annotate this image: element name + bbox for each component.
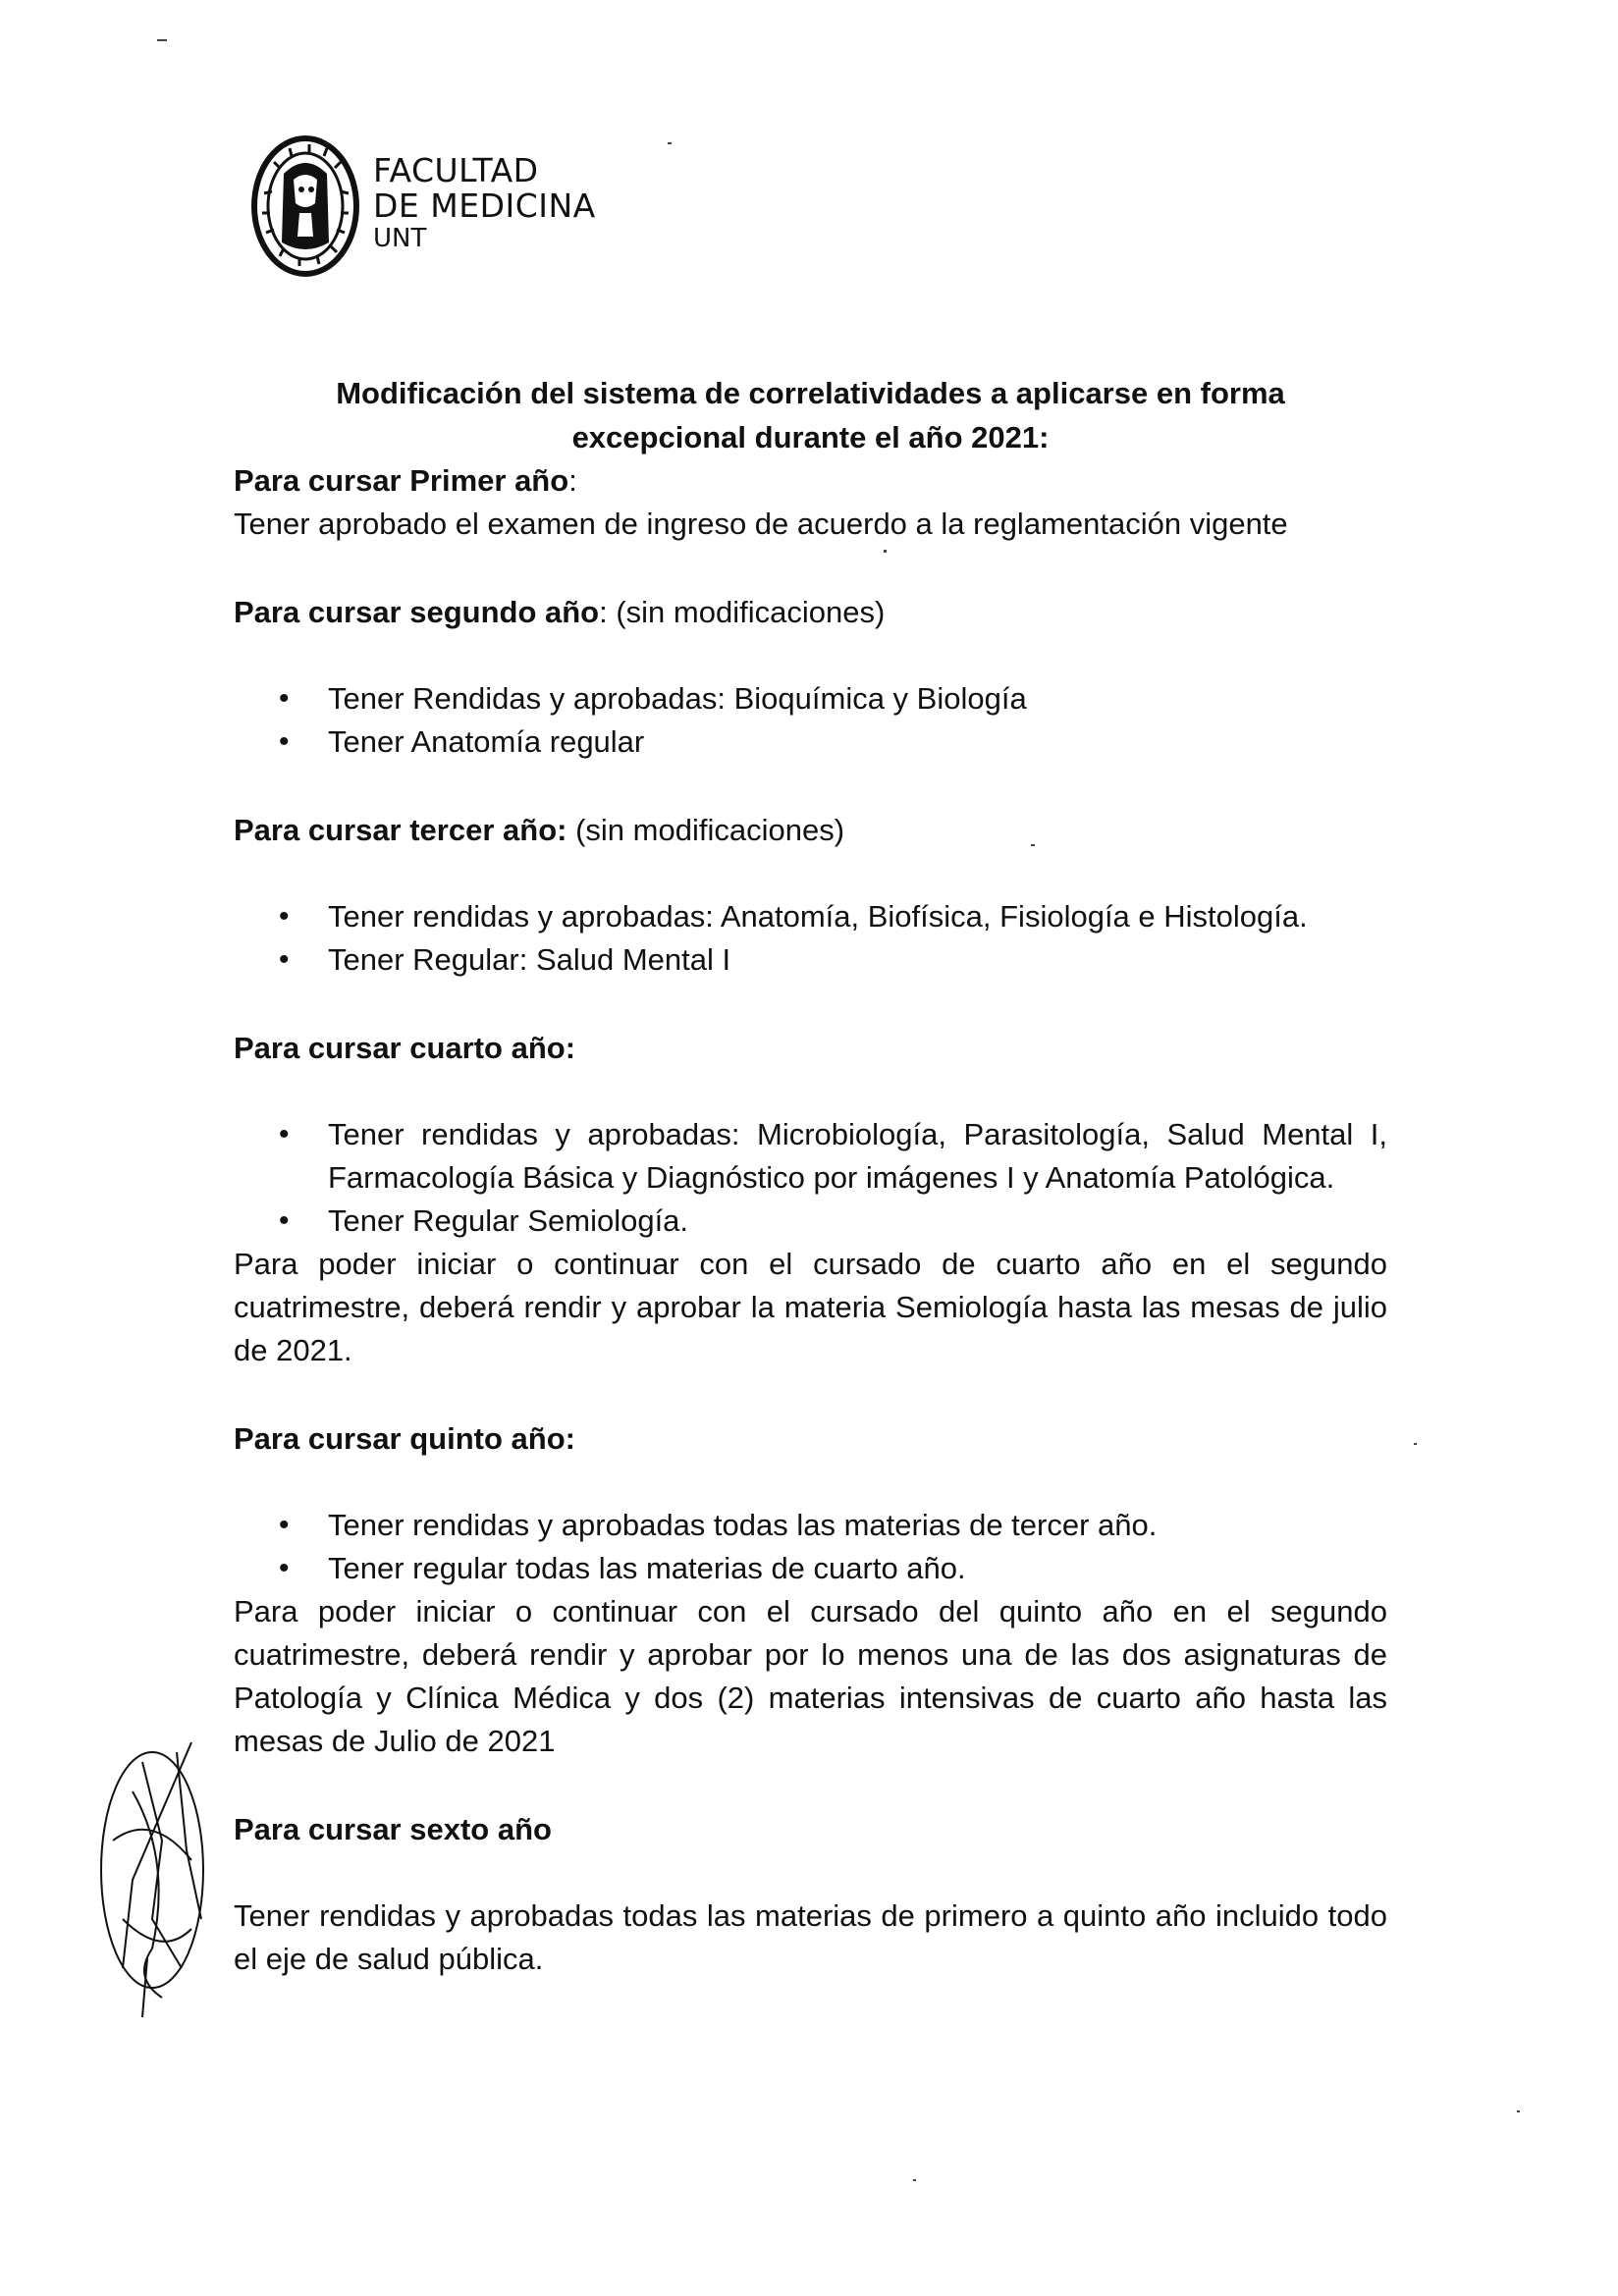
- list-item: • Tener regular todas las materias de cuarto año.: [328, 1547, 1387, 1590]
- faculty-seal-logo: [250, 134, 360, 278]
- section-heading-primer: Para cursar Primer año:: [234, 463, 577, 498]
- section-paragraph-quinto: Para poder iniciar o continuar con el cursado del quinto año en el segundo cuatrimestre, deberá rendir y aprobar por lo menos una de las dos asignaturas de Patología y Clínica Médica y dos (2) materias intensivas de cuarto año hasta las mesas de Julio de 2021: [234, 1594, 1387, 1758]
- institution-line-1: FACULTAD: [373, 151, 539, 189]
- list-item: • Tener Regular: Salud Mental I: [328, 938, 1387, 982]
- list-item: • Tener rendidas y aprobadas: Anatomía, Biofísica, Fisiología e Histología.: [328, 895, 1387, 938]
- institution-line-3: UNT: [373, 224, 427, 253]
- document-body: [234, 371, 1387, 1981]
- scan-speck: [157, 39, 167, 41]
- section-paragraph-primer: Tener aprobado el examen de ingreso de acuerdo a la reglamentación vigente: [234, 507, 1288, 541]
- section-paragraph-cuarto: Para poder iniciar o continuar con el cursado de cuarto año en el segundo cuatrimestre, deberá rendir y aprobar la materia Semiología hasta las mesas de julio de 2021.: [234, 1247, 1387, 1367]
- section-heading-quinto: Para cursar quinto año:: [234, 1421, 575, 1456]
- section-paragraph-sexto: Tener rendidas y aprobadas todas las materias de primero a quinto año incluido todo el eje de salud pública.: [234, 1898, 1387, 1976]
- scan-speck: [1031, 844, 1035, 846]
- section-heading-cuarto: Para cursar cuarto año:: [234, 1031, 576, 1065]
- list-item: • Tener Regular Semiología.: [328, 1200, 1387, 1243]
- section-heading-tercer: Para cursar tercer año: (sin modificaciones): [234, 813, 845, 847]
- bullet-list-cuarto: [234, 1113, 1387, 1243]
- institution-line-2: DE MEDICINA: [373, 187, 596, 225]
- list-item: • Tener Anatomía regular: [328, 721, 1387, 764]
- section-heading-sexto: Para cursar sexto año: [234, 1812, 552, 1846]
- scan-speck: [1414, 1443, 1417, 1445]
- bullet-list-segundo: [234, 677, 1387, 764]
- document-title-line-2: excepcional durante el año 2021:: [571, 420, 1050, 454]
- document-title-line-1: Modificación del sistema de correlatividades a aplicarse en forma: [336, 376, 1285, 410]
- scan-speck: [913, 2179, 916, 2181]
- scan-speck: [668, 142, 672, 144]
- scan-speck: [884, 550, 887, 553]
- bullet-list-tercer: [234, 895, 1387, 982]
- list-item: • Tener rendidas y aprobadas todas las materias de tercer año.: [328, 1504, 1387, 1547]
- institution-name: [373, 153, 596, 253]
- scan-speck: [1517, 2110, 1520, 2112]
- list-item: • Tener Rendidas y aprobadas: Bioquímica y Biología: [328, 677, 1387, 721]
- section-heading-segundo: Para cursar segundo año: (sin modificaciones): [234, 595, 886, 629]
- handwritten-signature-icon: [93, 1723, 241, 2017]
- bullet-list-quinto: [234, 1504, 1387, 1590]
- list-item: • Tener rendidas y aprobadas: Microbiología, Parasitología, Salud Mental I, Farmacología Básica y Diagnóstico por imágenes I y Anatomía Patológica.: [328, 1113, 1387, 1200]
